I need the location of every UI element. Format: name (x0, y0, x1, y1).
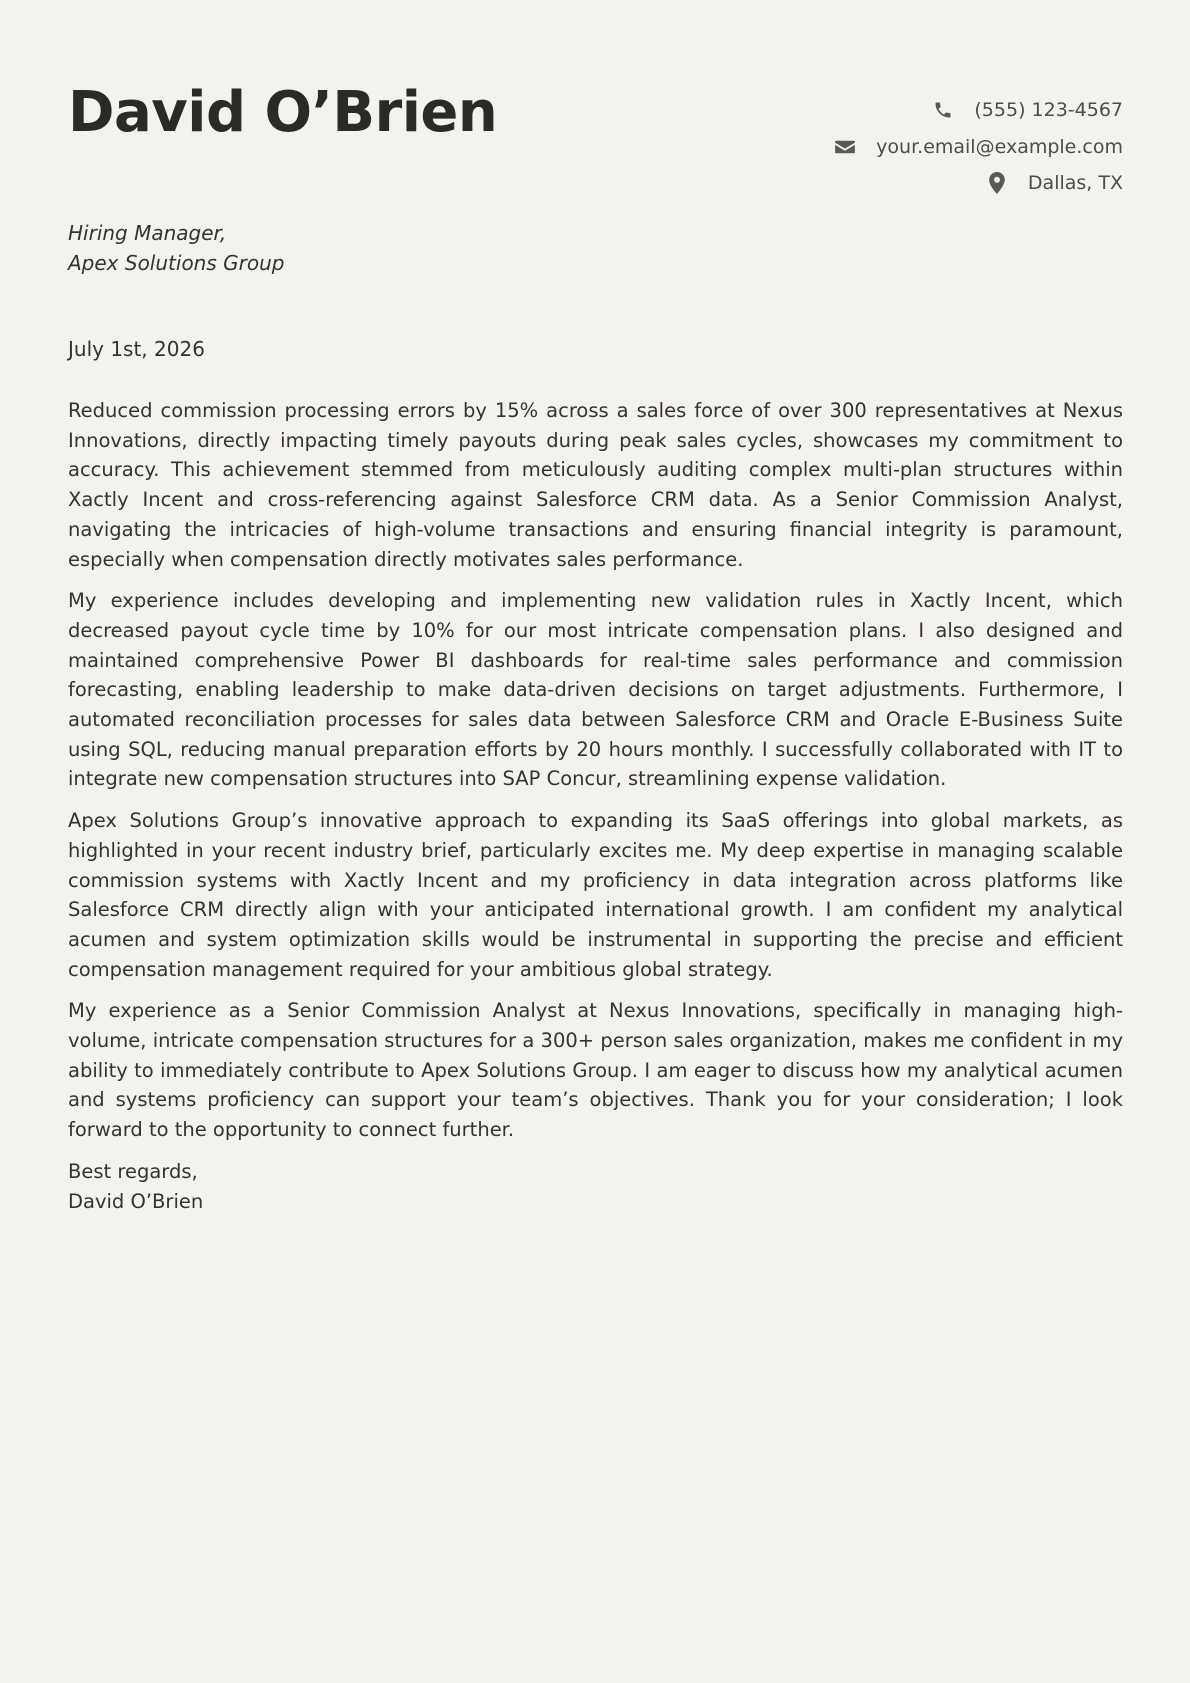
body-paragraph-1: Reduced commission processing errors by 15% across a sales force of over 300 representatives at Nexus Innovations, directly impacting timely payouts during peak sales cycles, showcases my commitment to accuracy. This achievement stemmed from meticulously auditing complex multi-plan structures within Xactly Incent and cross-referencing against Salesforce CRM data. As a Senior Commission Analyst, navigating the intricacies of high-volume transactions and ensuring financial integrity is paramount, especially when compensation directly motivates sales performance. (68, 399, 1123, 571)
letter-body (68, 396, 1123, 1216)
letter-date: July 1st, 2026 (68, 337, 205, 361)
contact-email: your.email@example.com (876, 135, 1123, 158)
body-paragraph-4: My experience as a Senior Commission Analyst at Nexus Innovations, specifically in managing high-volume, intricate compensation structures for a 300+ person sales organization, makes me confident in my ability to immediately contribute to Apex Solutions Group. I am eager to discuss how my analytical acumen and systems proficiency can support your team’s objectives. Thank you for your consideration; I look forward to the opportunity to connect further. (68, 999, 1123, 1142)
contact-block (834, 92, 1123, 202)
contact-email-row (834, 129, 1123, 166)
recipient-block (68, 218, 284, 278)
body-paragraph-3: Apex Solutions Group’s innovative approach to expanding its SaaS offerings into global markets, as highlighted in your recent industry brief, particularly excites me. My deep expertise in managing scalable commission systems with Xactly Incent and my proficiency in data integration across platforms like Salesforce CRM directly align with your anticipated international growth. I am confident my analytical acumen and system optimization skills would be instrumental in supporting the precise and efficient compensation management required for your ambitious global strategy. (68, 809, 1123, 981)
map-pin-icon (986, 172, 1008, 194)
body-paragraph-2: My experience includes developing and implementing new validation rules in Xactly Incent, which decreased payout cycle time by 10% for our most intricate compensation plans. I also designed and maintained comprehensive Power BI dashboards for real-time sales performance and commission forecasting, enabling leadership to make data-driven decisions on target adjustments. Furthermore, I automated reconciliation processes for sales data between Salesforce CRM and Oracle E-Business Suite using SQL, reducing manual preparation efforts by 20 hours monthly. I successfully collaborated with IT to integrate new compensation structures into SAP Concur, streamlining expense validation. (68, 589, 1123, 791)
recipient-title: Hiring Manager, (68, 221, 227, 245)
phone-icon (932, 99, 954, 121)
contact-location: Dallas, TX (1027, 172, 1123, 195)
cover-letter-page (68, 0, 1123, 1683)
contact-phone-row (834, 92, 1123, 129)
envelope-icon (834, 136, 856, 158)
contact-phone: (555) 123-4567 (974, 99, 1123, 122)
recipient-company: Apex Solutions Group (68, 251, 285, 275)
letter-closing (68, 1157, 1123, 1216)
closing-salutation: Best regards, (68, 1159, 198, 1183)
letter-header (68, 0, 1123, 210)
closing-signature: David O’Brien (68, 1189, 204, 1213)
contact-location-row (834, 165, 1123, 202)
applicant-name: David O’Brien (68, 80, 498, 145)
